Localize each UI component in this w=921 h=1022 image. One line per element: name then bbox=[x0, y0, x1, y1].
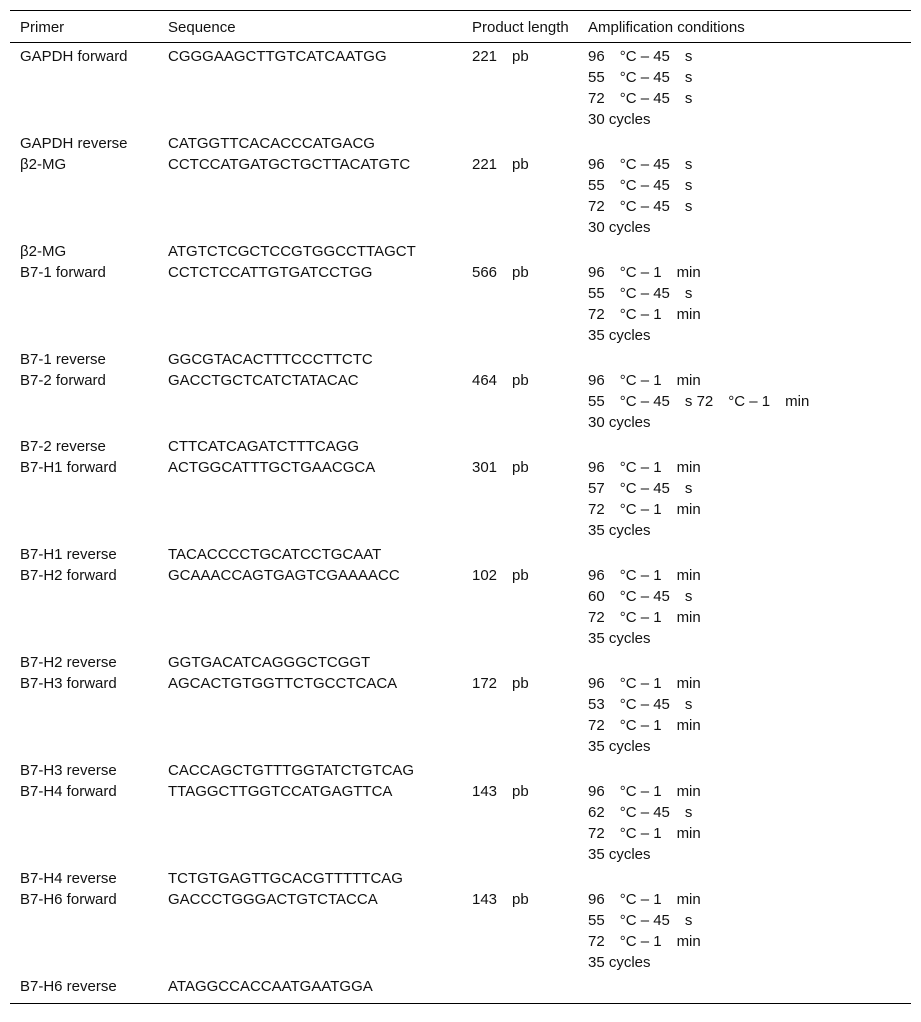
conditions-cell bbox=[578, 976, 911, 1004]
primer-cell: B7-H6 forward bbox=[20, 891, 117, 908]
conditions-cell bbox=[578, 565, 911, 652]
sequence-cell: CCTCCATGATGCTGCTTACATGTC bbox=[168, 156, 411, 173]
product-length-cell: 172 pb bbox=[472, 675, 529, 692]
primer-cell: B7-H2 reverse bbox=[20, 654, 117, 671]
sequence-cell: TACACCCCTGCATCCTGCAAT bbox=[168, 546, 382, 563]
table-row bbox=[10, 154, 911, 241]
condition-line: 72 °C – 1 min bbox=[588, 717, 701, 734]
table-row bbox=[10, 652, 911, 673]
condition-line: 96 °C – 1 min bbox=[588, 264, 701, 281]
conditions-cell bbox=[578, 241, 911, 262]
primer-table bbox=[10, 10, 911, 1004]
table-row bbox=[10, 673, 911, 760]
table-row bbox=[10, 349, 911, 370]
condition-line: 96 °C – 45 s bbox=[588, 156, 693, 173]
primer-cell: B7-H3 forward bbox=[20, 675, 117, 692]
primer-table-container bbox=[10, 10, 911, 1004]
product-length-cell bbox=[462, 760, 578, 781]
primer-cell: B7-2 forward bbox=[20, 372, 106, 389]
table-row bbox=[10, 565, 911, 652]
primer-cell: B7-H2 forward bbox=[20, 567, 117, 584]
conditions-cell bbox=[578, 889, 911, 976]
condition-line: 30 cycles bbox=[588, 111, 651, 128]
table-row bbox=[10, 436, 911, 457]
primer-cell: B7-H4 forward bbox=[20, 783, 117, 800]
sequence-cell: AGCACTGTGGTTCTGCCTCACA bbox=[168, 675, 398, 692]
product-length-cell bbox=[462, 976, 578, 1004]
primer-cell: B7-2 reverse bbox=[20, 438, 106, 455]
conditions-cell bbox=[578, 760, 911, 781]
condition-line: 60 °C – 45 s bbox=[588, 588, 693, 605]
product-length-cell bbox=[462, 133, 578, 154]
condition-line: 72 °C – 45 s bbox=[588, 198, 693, 215]
primer-cell: B7-1 forward bbox=[20, 264, 106, 281]
conditions-cell bbox=[578, 781, 911, 868]
product-length-cell: 301 pb bbox=[472, 459, 529, 476]
table-header bbox=[10, 11, 911, 43]
conditions-cell bbox=[578, 868, 911, 889]
product-length-cell bbox=[462, 349, 578, 370]
product-length-cell bbox=[462, 868, 578, 889]
table-body bbox=[10, 43, 911, 1004]
condition-line: 57 °C – 45 s bbox=[588, 480, 693, 497]
primer-cell: GAPDH reverse bbox=[20, 135, 128, 152]
table-row bbox=[10, 241, 911, 262]
condition-line: 72 °C – 1 min bbox=[588, 306, 701, 323]
condition-line: 35 cycles bbox=[588, 846, 651, 863]
header-sequence: Sequence bbox=[168, 18, 236, 36]
sequence-cell: CGGGAAGCTTGTCATCAATGG bbox=[168, 48, 387, 65]
condition-line: 30 cycles bbox=[588, 219, 651, 236]
sequence-cell: TTAGGCTTGGTCCATGAGTTCA bbox=[168, 783, 393, 800]
sequence-cell: CTTCATCAGATCTTTCAGG bbox=[168, 438, 360, 455]
product-length-cell: 102 pb bbox=[472, 567, 529, 584]
condition-line: 35 cycles bbox=[588, 327, 651, 344]
primer-cell: B7-H6 reverse bbox=[20, 978, 117, 995]
table-row bbox=[10, 370, 911, 436]
sequence-cell: ACTGGCATTTGCTGAACGCA bbox=[168, 459, 376, 476]
condition-line: 35 cycles bbox=[588, 522, 651, 539]
product-length-cell bbox=[462, 544, 578, 565]
conditions-cell bbox=[578, 544, 911, 565]
product-length-cell: 143 pb bbox=[472, 783, 529, 800]
product-length-cell bbox=[462, 436, 578, 457]
condition-line: 55 °C – 45 s bbox=[588, 177, 693, 194]
product-length-cell: 566 pb bbox=[472, 264, 529, 281]
sequence-cell: GGTGACATCAGGGCTCGGT bbox=[168, 654, 371, 671]
primer-cell: β2-MG bbox=[20, 156, 67, 173]
conditions-cell bbox=[578, 349, 911, 370]
table-row bbox=[10, 133, 911, 154]
primer-cell: B7-1 reverse bbox=[20, 351, 106, 368]
condition-line: 96 °C – 1 min bbox=[588, 675, 701, 692]
table-row bbox=[10, 457, 911, 544]
product-length-cell: 143 pb bbox=[472, 891, 529, 908]
sequence-cell: ATGTCTCGCTCCGTGGCCTTAGCT bbox=[168, 243, 416, 260]
table-row bbox=[10, 544, 911, 565]
table-row bbox=[10, 889, 911, 976]
table-row bbox=[10, 43, 911, 134]
primer-cell: GAPDH forward bbox=[20, 48, 128, 65]
condition-line: 35 cycles bbox=[588, 954, 651, 971]
product-length-cell: 221 pb bbox=[472, 156, 529, 173]
condition-line: 72 °C – 1 min bbox=[588, 609, 701, 626]
table-row bbox=[10, 262, 911, 349]
primer-cell: β2-MG bbox=[20, 243, 67, 260]
conditions-cell bbox=[578, 652, 911, 673]
condition-line: 30 cycles bbox=[588, 414, 651, 431]
condition-line: 72 °C – 1 min bbox=[588, 825, 701, 842]
condition-line: 72 °C – 1 min bbox=[588, 501, 701, 518]
condition-line: 96 °C – 45 s bbox=[588, 48, 693, 65]
sequence-cell: CATGGTTCACACCCATGACG bbox=[168, 135, 375, 152]
primer-cell: B7-H1 reverse bbox=[20, 546, 117, 563]
condition-line: 35 cycles bbox=[588, 738, 651, 755]
condition-line: 96 °C – 1 min bbox=[588, 891, 701, 908]
conditions-cell bbox=[578, 43, 911, 134]
condition-line: 55 °C – 45 s bbox=[588, 69, 693, 86]
header-primer: Primer bbox=[20, 18, 65, 36]
conditions-cell bbox=[578, 262, 911, 349]
header-product-length: Product length bbox=[472, 18, 569, 36]
table-row bbox=[10, 868, 911, 889]
conditions-cell bbox=[578, 370, 911, 436]
conditions-cell bbox=[578, 673, 911, 760]
condition-line: 35 cycles bbox=[588, 630, 651, 647]
header-row bbox=[10, 11, 911, 43]
table-row bbox=[10, 760, 911, 781]
table-row bbox=[10, 781, 911, 868]
table-row bbox=[10, 976, 911, 1004]
condition-line: 62 °C – 45 s bbox=[588, 804, 693, 821]
condition-line: 96 °C – 1 min bbox=[588, 567, 701, 584]
condition-line: 55 °C – 45 s bbox=[588, 285, 693, 302]
sequence-cell: CCTCTCCATTGTGATCCTGG bbox=[168, 264, 373, 281]
sequence-cell: CACCAGCTGTTTGGTATCTGTCAG bbox=[168, 762, 415, 779]
product-length-cell bbox=[462, 241, 578, 262]
sequence-cell: GACCTGCTCATCTATACAC bbox=[168, 372, 359, 389]
sequence-cell: ATAGGCCACCAATGAATGGA bbox=[168, 978, 373, 995]
header-amplification-conditions: Amplification conditions bbox=[588, 18, 745, 36]
product-length-cell bbox=[462, 652, 578, 673]
sequence-cell: GACCCTGGGACTGTCTACCA bbox=[168, 891, 378, 908]
condition-line: 55 °C – 45 s bbox=[588, 912, 693, 929]
primer-cell: B7-H1 forward bbox=[20, 459, 117, 476]
conditions-cell bbox=[578, 154, 911, 241]
sequence-cell: GGCGTACACTTTCCCTTCTC bbox=[168, 351, 373, 368]
conditions-cell bbox=[578, 457, 911, 544]
condition-line: 96 °C – 1 min bbox=[588, 372, 701, 389]
condition-line: 72 °C – 1 min bbox=[588, 933, 701, 950]
condition-line: 53 °C – 45 s bbox=[588, 696, 693, 713]
condition-line: 72 °C – 45 s bbox=[588, 90, 693, 107]
primer-cell: B7-H3 reverse bbox=[20, 762, 117, 779]
conditions-cell bbox=[578, 436, 911, 457]
condition-line: 96 °C – 1 min bbox=[588, 783, 701, 800]
condition-line: 55 °C – 45 s 72 °C – 1 min bbox=[588, 393, 810, 410]
product-length-cell: 464 pb bbox=[472, 372, 529, 389]
primer-cell: B7-H4 reverse bbox=[20, 870, 117, 887]
condition-line: 96 °C – 1 min bbox=[588, 459, 701, 476]
sequence-cell: GCAAACCAGTGAGTCGAAAACC bbox=[168, 567, 400, 584]
conditions-cell bbox=[578, 133, 911, 154]
sequence-cell: TCTGTGAGTTGCACGTTTTTCAG bbox=[168, 870, 403, 887]
product-length-cell: 221 pb bbox=[472, 48, 529, 65]
